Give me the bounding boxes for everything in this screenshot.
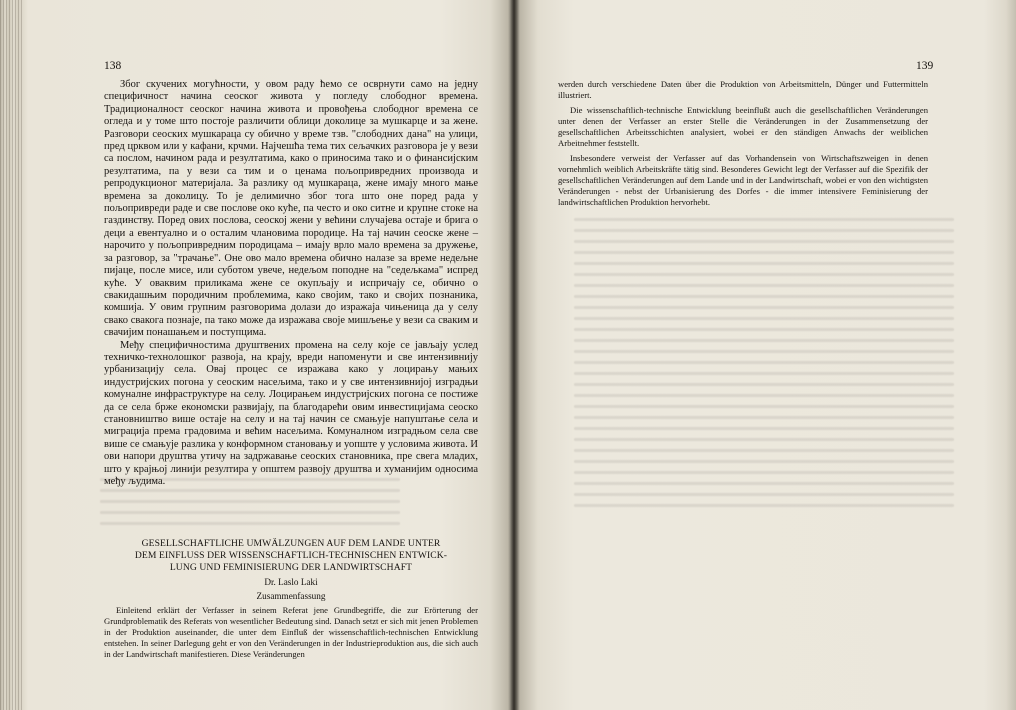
summary-paragraph: Einleitend erklärt der Verfasser in seinem Referat jene Grundbegriffe, die zur Erörterung der Grundproblematik des Referats von wesentlicher Bedeutung sind. Danach setzt er sich mit jenen Problemen in der Produktion auseinander, die unter dem Einfluß der wissenschaftlich-technischen Entwicklung entstehen. In seiner Darlegung geht er von den Veränderungen in der Industrieproduktion aus, die sich auch in der Landwirtschaft manifestieren. Diese Veränderungen	[104, 605, 478, 660]
cyrillic-body-text	[104, 79, 478, 488]
german-body-text	[558, 79, 928, 212]
cyrillic-paragraph-1: Због скучених могућности, у овом раду ћемо се осврнути само на једну специфичност начина сеоског живота у погледу слободног времена. Традиционалност сеоског начина живота и провођења слободног времена се огледа и у томе што постоје различити облици доколице за мушкарце и за жене. Разговори сеоских мушкараца су обично у време тзв. "слободних дана" на улици, пред црквом или у кафани, крчми. Најчешћа тема тих сељачких разговора је у вези са послом, начином рада и резултатима, како о приносима тако и о финансијским резултатима, па у вези са тим и о ценама пољопривредних производа и репродукционог материјала. За разлику од мушкараца, жене имају много мање времена за доколицу. То је делимично због тога што оне поред рада у пољопривреди раде и све послове око куће, па често и око ситне и крупне стоке на газдинству. Поред ових послова, сеоској жени у већини случајева остаје и брига о деци а евентуално и о осталим члановима породице. На тај начин сеоске жене – нарочито у пољопривредним породицама – имају врло мало времена за дружење, за разговор, за "трачање". Оне ово мало времена обично налазе за време недељне пијаце, после мисе, или суботом увече, недељом поподне на "седељкама" испред куће. У оваквим приликама жене се окупљају и испричају се, обично о свакидашњим породичним проблемима, како својим, тако и својих познаника, комшија. У овим групним разговорима долази до изражаја чињеница да у селу свако свакога познаје, па тако може да изражава своје мишљење у вези са сваким и свачијим понашањем и поступцима.	[104, 79, 478, 339]
german-paragraph-2: Insbesondere verweist der Verfasser auf das Vorhandensein von Wirtschaftszweigen in denen vornehmlich weiblich Arbeitskräfte tätig sind. Besonderes Gewicht legt der Verfasser auf die Spezifik der gesellschaftlichen Veränderungen auf dem Lande und in der Landwirtschaft, wobei er von den wichtigsten Veränderungen - nebst der Urbanisierung des Dorfes - die immer intensivere Feminisierung der landwirtschaftlichen Produktion hervorhebt.	[558, 153, 928, 207]
german-title-line-2: DEM EINFLUSS DER WISSENSCHAFTLICH-TECHNISCHEN ENTWICK-	[134, 549, 448, 561]
summary-heading: Zusammenfassung	[256, 591, 326, 601]
author-name: Dr. Laslo Laki	[264, 577, 318, 587]
german-section-title	[104, 538, 478, 573]
cyrillic-paragraph-2: Међу специфичностима друштвених промена на селу које се јављају услед техничко-технолошког развоја, на крају, вреди напоменути и све интензивнију урбанизацију села. Овај процес се изражава како у лоцирању мањих индустријских погона у сеоским насељима, тако и у све интензивнијој изградњи комуналне инфраструктуре на селу. Лоцирањем индустријских погона се постиже да се села брже економски развијају, па благодарећи овим инвестицијама сеоско становништво више остаје на селу и на тај начин се смањује напуштање села и миграција према градовима и већим насељима. Комуналном изградњом села све више се смањује разлика у конформном становању и уопште у условима живота. И ови напори друштва утичу на задржавање сеоских становника, пре свега младих, што у крајњој линији резултира у општем развоју друштва и хуманијим односима међу људима.	[104, 339, 478, 487]
german-title-line-1: GESELLSCHAFTLICHE UMWÄLZUNGEN AUF DEM LANDE UNTER	[141, 538, 441, 549]
book-gutter	[508, 0, 520, 710]
page-edge-stack	[0, 0, 24, 710]
page-number-left: 138	[104, 60, 122, 72]
right-page	[514, 0, 1016, 710]
german-summary-text	[104, 605, 478, 660]
show-through-text-right	[574, 210, 954, 610]
german-paragraph-1: Die wissenschaftlich-technische Entwicklung beeinflußt auch die gesellschaftlichen Veränderungen unter denen der Verfasser an erster Stelle die Veränderungen in der Zusammensetzung der gesellschaftlichen Arbeitsschichten analysiert, wobei er den ständigen Anwachs der weiblichen Arbeitnehmer feststellt.	[558, 105, 928, 148]
continuation-paragraph: werden durch verschiedene Daten über die Produktion von Arbeitsmitteln, Dünger und Futtermitteln illustriert.	[558, 79, 928, 100]
page-number-right: 139	[916, 60, 934, 72]
german-title-line-3: LUNG UND FEMINISIERUNG DER LANDWIRTSCHAFT	[169, 561, 413, 573]
